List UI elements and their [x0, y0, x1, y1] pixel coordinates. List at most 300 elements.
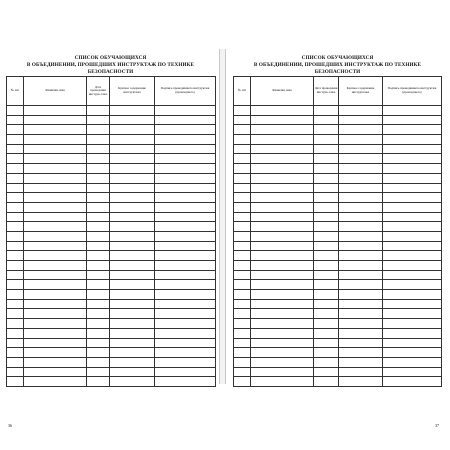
table-cell [110, 328, 155, 338]
table-cell [87, 367, 110, 377]
table-cell [251, 183, 314, 193]
table-cell [110, 299, 155, 309]
table-cell [314, 299, 339, 309]
table-row [7, 106, 216, 116]
table-row [7, 290, 216, 300]
table-cell [383, 251, 442, 261]
table-cell [87, 202, 110, 212]
table-cell [339, 319, 383, 329]
table-cell [383, 202, 442, 212]
table-cell [110, 135, 155, 145]
table-cell [339, 261, 383, 271]
table-cell [7, 241, 24, 251]
table-cell [314, 270, 339, 280]
table-cell [155, 173, 216, 183]
table-cell [110, 164, 155, 174]
table-row [234, 202, 442, 212]
table-cell [7, 135, 24, 145]
table-row [234, 280, 442, 290]
table-cell [24, 241, 87, 251]
table-cell [87, 299, 110, 309]
table-row [7, 348, 216, 358]
header-summary: Краткое содержание инструктажа [339, 77, 383, 106]
table-cell [251, 164, 314, 174]
table-cell [87, 377, 110, 387]
instruction-log-table [6, 76, 216, 387]
table-cell [234, 202, 251, 212]
table-cell [314, 125, 339, 135]
table-row [7, 270, 216, 280]
table-row [234, 135, 442, 145]
table-cell [7, 202, 24, 212]
table-cell [339, 377, 383, 387]
table-cell [7, 222, 24, 232]
table-cell [314, 164, 339, 174]
table-cell [24, 290, 87, 300]
table-cell [383, 377, 442, 387]
table-row [7, 319, 216, 329]
table-cell [24, 212, 87, 222]
table-row [7, 173, 216, 183]
table-cell [155, 125, 216, 135]
table-row [7, 231, 216, 241]
table-cell [251, 280, 314, 290]
table-row [234, 173, 442, 183]
table-cell [155, 164, 216, 174]
table-cell [383, 164, 442, 174]
table-cell [314, 357, 339, 367]
table-row [234, 377, 442, 387]
table-cell [7, 115, 24, 125]
table-cell [24, 309, 87, 319]
table-cell [24, 125, 87, 135]
table-cell [7, 154, 24, 164]
table-cell [251, 328, 314, 338]
table-cell [383, 115, 442, 125]
table-cell [110, 270, 155, 280]
table-cell [251, 261, 314, 271]
table-row [7, 202, 216, 212]
table-cell [155, 222, 216, 232]
table-cell [339, 183, 383, 193]
table-cell [87, 231, 110, 241]
table-cell [314, 338, 339, 348]
table-cell [339, 115, 383, 125]
table-cell [87, 261, 110, 271]
table-cell [314, 222, 339, 232]
table-cell [251, 251, 314, 261]
table-cell [87, 251, 110, 261]
table-cell [251, 348, 314, 358]
table-cell [339, 367, 383, 377]
table-row [7, 338, 216, 348]
table-cell [383, 328, 442, 338]
table-cell [339, 241, 383, 251]
table-row [7, 299, 216, 309]
table-cell [383, 193, 442, 203]
table-cell [110, 357, 155, 367]
table-row [234, 164, 442, 174]
table-cell [339, 173, 383, 183]
table-cell [314, 106, 339, 116]
table-cell [339, 106, 383, 116]
table-row [234, 193, 442, 203]
table-cell [234, 106, 251, 116]
table-cell [155, 144, 216, 154]
table-row [234, 106, 442, 116]
table-cell [24, 164, 87, 174]
table-cell [234, 348, 251, 358]
table-cell [234, 115, 251, 125]
page-number: 37 [435, 423, 439, 428]
table-cell [155, 231, 216, 241]
table-cell [234, 183, 251, 193]
table-row [7, 115, 216, 125]
table-cell [251, 338, 314, 348]
table-cell [7, 231, 24, 241]
table-cell [339, 290, 383, 300]
table-cell [110, 193, 155, 203]
header-number: № п/п [7, 77, 24, 106]
table-cell [155, 183, 216, 193]
table-cell [155, 193, 216, 203]
table-row [7, 144, 216, 154]
table-cell [383, 231, 442, 241]
table-cell [87, 319, 110, 329]
table-cell [87, 173, 110, 183]
table-row [234, 309, 442, 319]
table-cell [110, 202, 155, 212]
table-cell [251, 154, 314, 164]
table-cell [383, 299, 442, 309]
table-cell [7, 193, 24, 203]
table-cell [110, 319, 155, 329]
table-cell [234, 164, 251, 174]
table-cell [234, 357, 251, 367]
table-row [234, 299, 442, 309]
table-cell [110, 125, 155, 135]
table-cell [339, 231, 383, 241]
table-cell [155, 202, 216, 212]
table-row [234, 115, 442, 125]
table-row [7, 280, 216, 290]
table-cell [251, 241, 314, 251]
table-row [234, 290, 442, 300]
table-cell [110, 144, 155, 154]
table-cell [110, 377, 155, 387]
table-cell [339, 222, 383, 232]
table-row [7, 357, 216, 367]
table-cell [87, 135, 110, 145]
table-cell [234, 328, 251, 338]
table-cell [24, 222, 87, 232]
table-row [234, 270, 442, 280]
table-cell [383, 106, 442, 116]
table-cell [339, 154, 383, 164]
table-cell [251, 377, 314, 387]
page-number: 36 [8, 423, 12, 428]
table-cell [7, 144, 24, 154]
table-cell [234, 193, 251, 203]
table-cell [110, 251, 155, 261]
table-cell [87, 154, 110, 164]
table-cell [155, 251, 216, 261]
table-cell [155, 270, 216, 280]
table-cell [339, 164, 383, 174]
table-cell [234, 309, 251, 319]
table-row [234, 338, 442, 348]
table-row [234, 144, 442, 154]
table-cell [155, 280, 216, 290]
table-cell [251, 202, 314, 212]
table-cell [383, 309, 442, 319]
table-cell [7, 328, 24, 338]
table-cell [314, 309, 339, 319]
table-row [7, 251, 216, 261]
table-cell [314, 183, 339, 193]
table-cell [383, 270, 442, 280]
table-cell [87, 348, 110, 358]
table-cell [251, 173, 314, 183]
table-cell [339, 135, 383, 145]
table-cell [110, 222, 155, 232]
table-cell [87, 222, 110, 232]
table-cell [7, 367, 24, 377]
title-line-2: В ОБЪЕДИНЕНИИ, ПРОШЕДШИХ ИНСТРУКТАЖ ПО ТЕХНИКЕ БЕЗОПАСНОСТИ [253, 62, 422, 75]
table-cell [155, 367, 216, 377]
table-cell [24, 144, 87, 154]
table-cell [383, 212, 442, 222]
table-cell [87, 309, 110, 319]
table-cell [87, 106, 110, 116]
table-row [234, 222, 442, 232]
table-cell [251, 309, 314, 319]
title-line-1: СПИСОК ОБУЧАЮЩИХСЯ [74, 55, 147, 61]
table-cell [339, 309, 383, 319]
table-header-row [234, 77, 442, 106]
table-cell [7, 319, 24, 329]
table-row [7, 367, 216, 377]
table-cell [87, 241, 110, 251]
table-cell [251, 135, 314, 145]
table-cell [87, 144, 110, 154]
table-cell [7, 183, 24, 193]
table-cell [155, 377, 216, 387]
table-row [234, 367, 442, 377]
table-cell [234, 173, 251, 183]
table-cell [24, 348, 87, 358]
table-cell [234, 144, 251, 154]
table-cell [339, 328, 383, 338]
table-cell [155, 328, 216, 338]
header-name: Фамилия, имя [251, 77, 314, 106]
table-cell [251, 270, 314, 280]
table-row [234, 212, 442, 222]
header-signature: Подпись проводившего инструктаж (прошедшего) [155, 77, 216, 106]
table-cell [7, 173, 24, 183]
table-cell [7, 299, 24, 309]
table-row [7, 125, 216, 135]
table-cell [314, 193, 339, 203]
table-cell [339, 270, 383, 280]
table-cell [251, 115, 314, 125]
table-cell [339, 280, 383, 290]
header-name: Фамилия, имя [24, 77, 87, 106]
table-cell [339, 202, 383, 212]
table-cell [314, 261, 339, 271]
table-cell [110, 106, 155, 116]
table-cell [7, 125, 24, 135]
table-cell [24, 328, 87, 338]
table-cell [234, 231, 251, 241]
table-cell [314, 231, 339, 241]
table-cell [110, 367, 155, 377]
table-cell [383, 357, 442, 367]
table-cell [110, 290, 155, 300]
table-row [7, 328, 216, 338]
page-title [234, 55, 441, 76]
table-cell [7, 280, 24, 290]
table-cell [314, 144, 339, 154]
table-cell [24, 270, 87, 280]
table-cell [87, 270, 110, 280]
table-cell [234, 290, 251, 300]
table-cell [234, 299, 251, 309]
table-cell [314, 319, 339, 329]
table-row [234, 154, 442, 164]
table-cell [314, 154, 339, 164]
table-row [234, 328, 442, 338]
table-cell [24, 338, 87, 348]
table-cell [110, 338, 155, 348]
table-cell [155, 338, 216, 348]
table-cell [383, 319, 442, 329]
table-cell [234, 280, 251, 290]
table-cell [7, 290, 24, 300]
header-date: Дата проведения инструк-тажа [87, 77, 110, 106]
table-cell [251, 299, 314, 309]
table-cell [383, 222, 442, 232]
table-cell [7, 348, 24, 358]
table-cell [383, 135, 442, 145]
table-cell [110, 280, 155, 290]
table-cell [7, 251, 24, 261]
table-header-row [7, 77, 216, 106]
table-row [7, 241, 216, 251]
table-row [7, 183, 216, 193]
table-cell [339, 357, 383, 367]
table-cell [383, 338, 442, 348]
table-cell [234, 125, 251, 135]
table-cell [155, 241, 216, 251]
table-cell [314, 251, 339, 261]
table-row [234, 241, 442, 251]
table-cell [234, 270, 251, 280]
table-cell [110, 309, 155, 319]
table-cell [155, 348, 216, 358]
table-cell [314, 241, 339, 251]
table-cell [314, 348, 339, 358]
table-cell [87, 290, 110, 300]
table-row [7, 377, 216, 387]
table-cell [383, 154, 442, 164]
table-cell [339, 299, 383, 309]
page-left [0, 49, 220, 428]
table-cell [383, 348, 442, 358]
table-cell [87, 357, 110, 367]
table-cell [7, 164, 24, 174]
table-row [7, 193, 216, 203]
table-row [234, 348, 442, 358]
table-cell [314, 328, 339, 338]
table-cell [251, 231, 314, 241]
table-cell [339, 144, 383, 154]
table-cell [87, 328, 110, 338]
table-cell [383, 241, 442, 251]
table-cell [314, 135, 339, 145]
table-row [234, 261, 442, 271]
table-cell [7, 357, 24, 367]
table-cell [155, 319, 216, 329]
table-cell [251, 144, 314, 154]
table-cell [314, 280, 339, 290]
table-cell [251, 125, 314, 135]
table-row [234, 251, 442, 261]
table-cell [24, 135, 87, 145]
table-cell [7, 338, 24, 348]
table-cell [110, 261, 155, 271]
table-cell [24, 319, 87, 329]
table-cell [339, 338, 383, 348]
table-cell [383, 290, 442, 300]
table-cell [155, 106, 216, 116]
table-row [234, 231, 442, 241]
table-cell [87, 115, 110, 125]
table-cell [155, 154, 216, 164]
table-cell [383, 125, 442, 135]
table-cell [314, 367, 339, 377]
table-cell [155, 261, 216, 271]
table-cell [155, 299, 216, 309]
table-cell [7, 106, 24, 116]
table-cell [314, 212, 339, 222]
table-row [7, 261, 216, 271]
table-cell [87, 212, 110, 222]
table-cell [251, 212, 314, 222]
table-row [234, 183, 442, 193]
table-cell [24, 202, 87, 212]
table-cell [234, 222, 251, 232]
table-cell [110, 173, 155, 183]
table-row [234, 125, 442, 135]
table-row [7, 135, 216, 145]
page-title [5, 55, 216, 76]
table-cell [110, 183, 155, 193]
table-cell [314, 115, 339, 125]
table-cell [24, 193, 87, 203]
header-signature: Подпись проводившего инструктаж (прошедшего) [383, 77, 442, 106]
table-cell [24, 280, 87, 290]
table-cell [87, 183, 110, 193]
table-row [7, 164, 216, 174]
table-cell [251, 106, 314, 116]
table-cell [234, 251, 251, 261]
table-cell [7, 377, 24, 387]
table-cell [24, 173, 87, 183]
table-cell [110, 115, 155, 125]
table-cell [155, 115, 216, 125]
table-cell [314, 377, 339, 387]
